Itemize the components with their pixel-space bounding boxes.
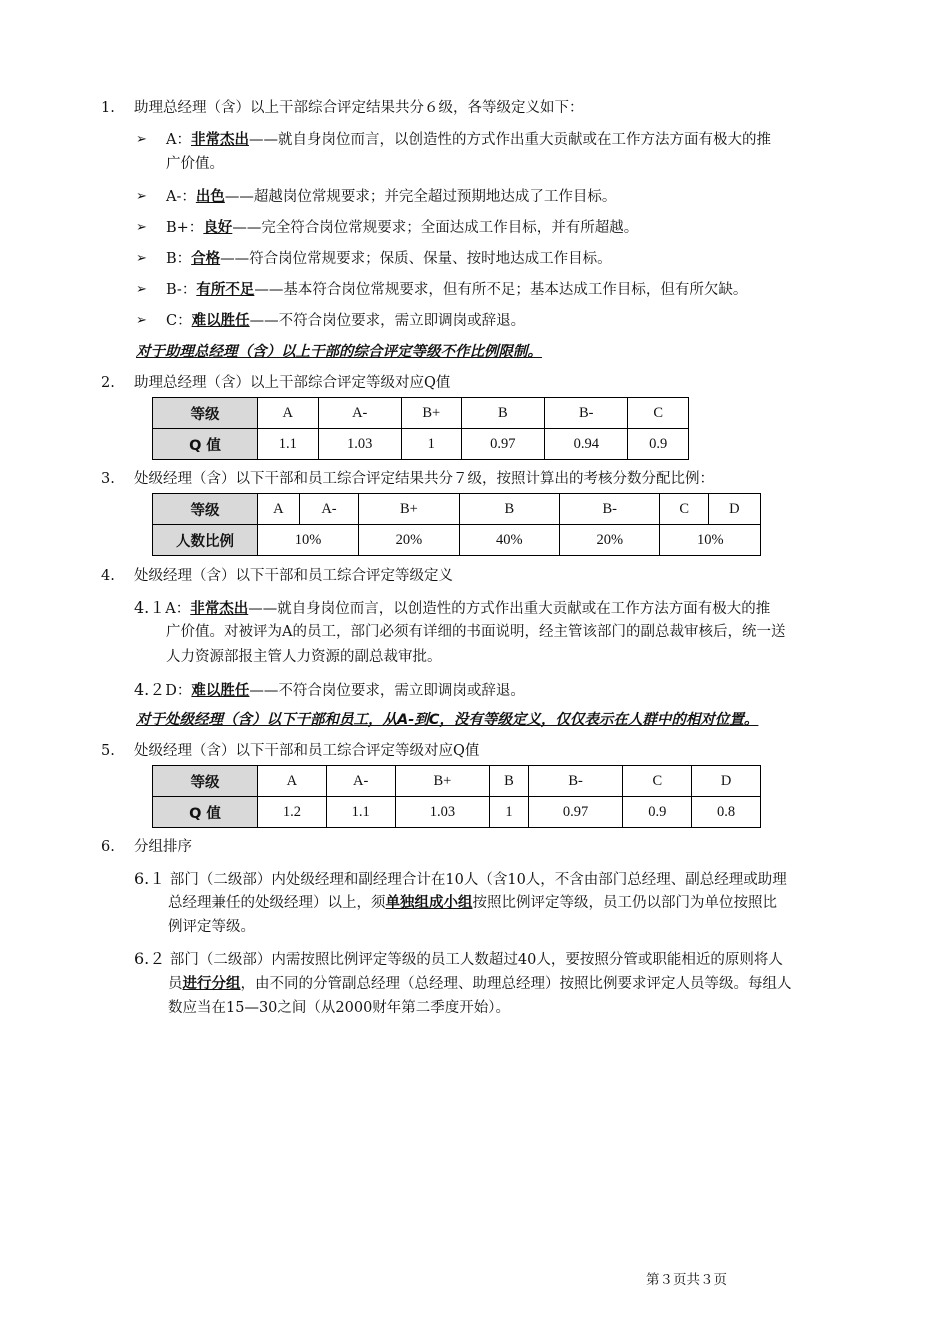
item6-sub1: 6.１ 部门（二级部）内处级经理和副经理合计在10人（含10人，不含由部门总经理、副总经理或助理: [134, 869, 787, 888]
table-header-cell: Q 值: [153, 429, 258, 460]
grade-def-a-minus: A-：出色——超越岗位常规要求；并完全超过预期地达成了工作目标。: [166, 189, 617, 205]
table-row: [153, 766, 761, 797]
table-cell: 0.94: [545, 429, 628, 460]
grade-def-b-minus: B-：有所不足——基本符合岗位常规要求，但有所不足；基本达成工作目标，但有所欠缺。: [166, 282, 748, 298]
grade-def-b-plus: B+：良好——完全符合岗位常规要求；全面达成工作目标，并有所超越。: [166, 220, 639, 236]
table-row: [153, 797, 761, 828]
table-cell: B+: [401, 398, 461, 429]
bullet-arrow-icon: ➢: [136, 220, 147, 235]
table-cell: 1.2: [258, 797, 327, 828]
table-cell: 1.03: [395, 797, 490, 828]
item6-sub2-cont2: 数应当在15—30之间（从2000财年第二季度开始）。: [168, 1000, 511, 1016]
table-cell: B+: [359, 494, 459, 525]
table-cell: 1: [401, 429, 461, 460]
item6-sub1-cont: 总经理兼任的处级经理）以上，须单独组成小组按照比例评定等级，员工仍以部门为单位按照比: [168, 895, 777, 911]
item6-sub2: 6.２ 部门（二级部）内需按照比例评定等级的员工人数超过40人，要按照分管或职能相近的原则将人: [134, 949, 783, 968]
item1-number: 1.: [101, 100, 115, 116]
bullet-arrow-icon: ➢: [136, 189, 147, 204]
table-cell: B: [490, 766, 528, 797]
item1-note: 对于助理总经理（含）以上干部的综合评定等级不作比例限制。: [136, 344, 542, 360]
table-cell: B-: [560, 494, 660, 525]
table-header-cell: 等级: [153, 398, 258, 429]
item6-sub2-cont: 员进行分组，由不同的分管副总经理（总经理、助理总经理）按照比例要求评定人员等级。每组人: [168, 976, 792, 992]
item4-sub1-cont: 广价值。对被评为A的员工，部门必须有详细的书面说明，经主管该部门的副总裁审核后，统一送: [166, 624, 786, 640]
bullet-arrow-icon: ➢: [136, 282, 147, 297]
item4-sub2: 4.２D：难以胜任——不符合岗位要求，需立即调岗或辞退。: [134, 680, 525, 699]
table-cell: 1.03: [318, 429, 401, 460]
q-value-table-senior: [152, 397, 689, 460]
table-cell: C: [628, 398, 689, 429]
table-cell: A: [258, 766, 327, 797]
page-footer: 第３页共３页: [646, 1272, 727, 1288]
bullet-arrow-icon: ➢: [136, 313, 147, 328]
item6-number: 6.: [101, 839, 115, 855]
table-cell: 40%: [459, 525, 559, 556]
table-cell: A: [258, 494, 300, 525]
item4-sub1-cont2: 人力资源部报主管人力资源的副总裁审批。: [166, 649, 442, 665]
table-cell: D: [708, 494, 760, 525]
item3-heading: 处级经理（含）以下干部和员工综合评定结果共分７级，按照计算出的考核分数分配比例：: [134, 471, 714, 487]
grade-def-b: B：合格——符合岗位常规要求；保质、保量、按时地达成工作目标。: [166, 251, 612, 267]
ratio-table: [152, 493, 761, 556]
table-cell: B-: [545, 398, 628, 429]
table-cell: B-: [528, 766, 623, 797]
table-cell: B: [461, 398, 544, 429]
table-cell: D: [692, 766, 761, 797]
item2-number: 2.: [101, 375, 115, 391]
item4-heading: 处级经理（含）以下干部和员工综合评定等级定义: [134, 568, 453, 584]
table-cell: C: [660, 494, 708, 525]
table-cell: 1: [490, 797, 528, 828]
item4-number: 4.: [101, 568, 115, 584]
item6-heading: 分组排序: [134, 839, 192, 855]
table-cell: 0.9: [628, 429, 689, 460]
table-cell: 0.97: [461, 429, 544, 460]
table-row: [153, 494, 761, 525]
grade-def-c: C：难以胜任——不符合岗位要求，需立即调岗或辞退。: [166, 313, 526, 329]
bullet-arrow-icon: ➢: [136, 132, 147, 147]
item1-heading: 助理总经理（含）以上干部综合评定结果共分６级，各等级定义如下：: [134, 100, 584, 116]
table-header-cell: Q 值: [153, 797, 258, 828]
table-row: [153, 398, 689, 429]
item5-number: 5.: [101, 743, 115, 759]
grade-def-a-cont: 广价值。: [166, 156, 224, 172]
table-cell: 0.97: [528, 797, 623, 828]
table-cell: A-: [326, 766, 395, 797]
table-header-cell: 人数比例: [153, 525, 258, 556]
bullet-arrow-icon: ➢: [136, 251, 147, 266]
table-cell: A-: [318, 398, 401, 429]
table-cell: A-: [299, 494, 358, 525]
table-cell: B: [459, 494, 559, 525]
grade-def-a: A：非常杰出——就自身岗位而言，以创造性的方式作出重大贡献或在工作方法方面有极大的推: [166, 132, 771, 148]
item6-sub1-cont2: 例评定等级。: [168, 919, 255, 935]
table-cell: 20%: [560, 525, 660, 556]
table-cell: 0.9: [623, 797, 692, 828]
table-cell: 1.1: [258, 429, 319, 460]
table-header-cell: 等级: [153, 766, 258, 797]
item3-number: 3.: [101, 471, 115, 487]
table-cell: 10%: [258, 525, 359, 556]
table-cell: 10%: [660, 525, 761, 556]
table-cell: 1.1: [326, 797, 395, 828]
table-cell: 20%: [359, 525, 459, 556]
table-cell: A: [258, 398, 319, 429]
table-row: [153, 429, 689, 460]
q-value-table-staff: [152, 765, 761, 828]
table-cell: C: [623, 766, 692, 797]
table-cell: 0.8: [692, 797, 761, 828]
item4-note: 对于处级经理（含）以下干部和员工，从A-到C，没有等级定义，仅仅表示在人群中的相对位置。: [136, 712, 759, 728]
item2-heading: 助理总经理（含）以上干部综合评定等级对应Q值: [134, 375, 451, 391]
table-header-cell: 等级: [153, 494, 258, 525]
table-cell: B+: [395, 766, 490, 797]
table-row: [153, 525, 761, 556]
item4-sub1: 4.１A：非常杰出——就自身岗位而言，以创造性的方式作出重大贡献或在工作方法方面有极大的推: [134, 598, 771, 617]
item5-heading: 处级经理（含）以下干部和员工综合评定等级对应Q值: [134, 743, 480, 759]
